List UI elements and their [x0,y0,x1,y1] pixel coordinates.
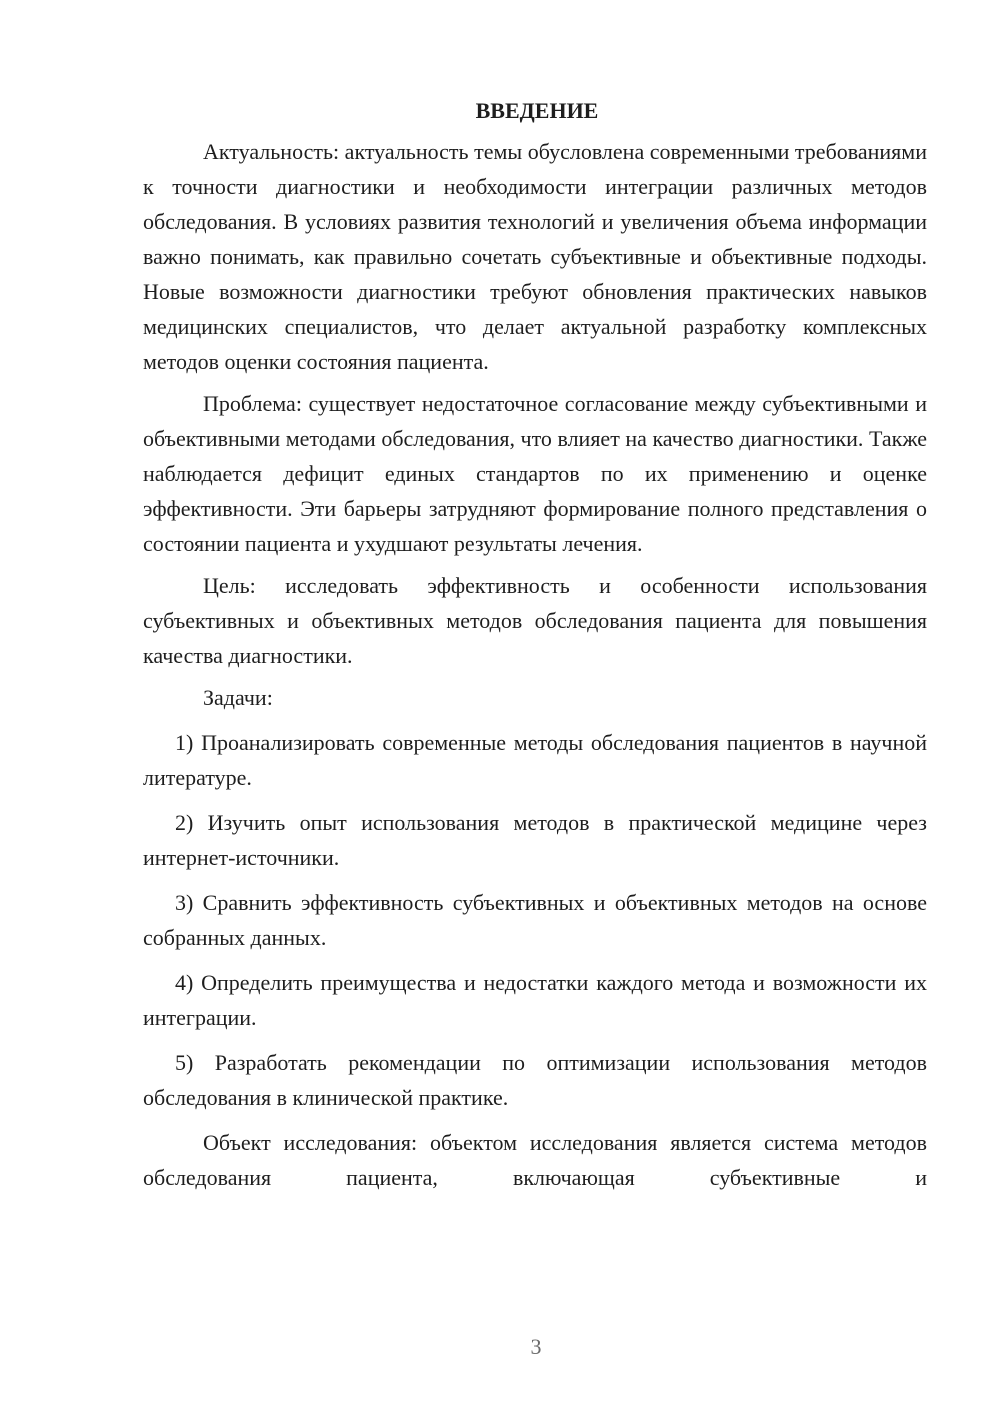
task-item-2: 2) Изучить опыт использования методов в практической медицине через интернет-источники. [143,810,927,870]
section-heading: ВВЕДЕНИЕ [475,98,599,123]
goal-paragraph: Цель: исследовать эффективность и особенности использования субъективных и объективных методов обследования пациента для повышения качества диагностики. [143,573,927,668]
problem-paragraph: Проблема: существует недостаточное согласование между субъективными и объективными методами обследования, что влияет на качество диагностики. Также наблюдается дефицит единых стандартов по их применению и оценке эффективности. Эти барьеры затрудняют формирование полного представления о состоянии пациента и ухудшают результаты лечения. [143,391,927,556]
task-item-5: 5) Разработать рекомендации по оптимизации использования методов обследования в клинической практике. [143,1050,927,1110]
document-body [143,96,927,1202]
object-paragraph: Объект исследования: объектом исследования является система методов обследования пациента, включающая субъективные и [143,1130,927,1190]
relevance-paragraph: Актуальность: актуальность темы обусловлена современными требованиями к точности диагностики и необходимости интеграции различных методов обследования. В условиях развития технологий и увеличения объема информации важно понимать, как правильно сочетать субъективные и объективные подходы. Новые возможности диагностики требуют обновления практических навыков медицинских специалистов, что делает актуальной разработку комплексных методов оценки состояния пациента. [143,139,927,374]
task-item-1: 1) Проанализировать современные методы обследования пациентов в научной литературе. [143,730,927,790]
tasks-label: Задачи: [203,685,273,710]
task-item-3: 3) Сравнить эффективность субъективных и объективных методов на основе собранных данных. [143,890,927,950]
task-item-4: 4) Определить преимущества и недостатки каждого метода и возможности их интеграции. [143,970,927,1030]
page-number: 3 [530,1334,542,1359]
